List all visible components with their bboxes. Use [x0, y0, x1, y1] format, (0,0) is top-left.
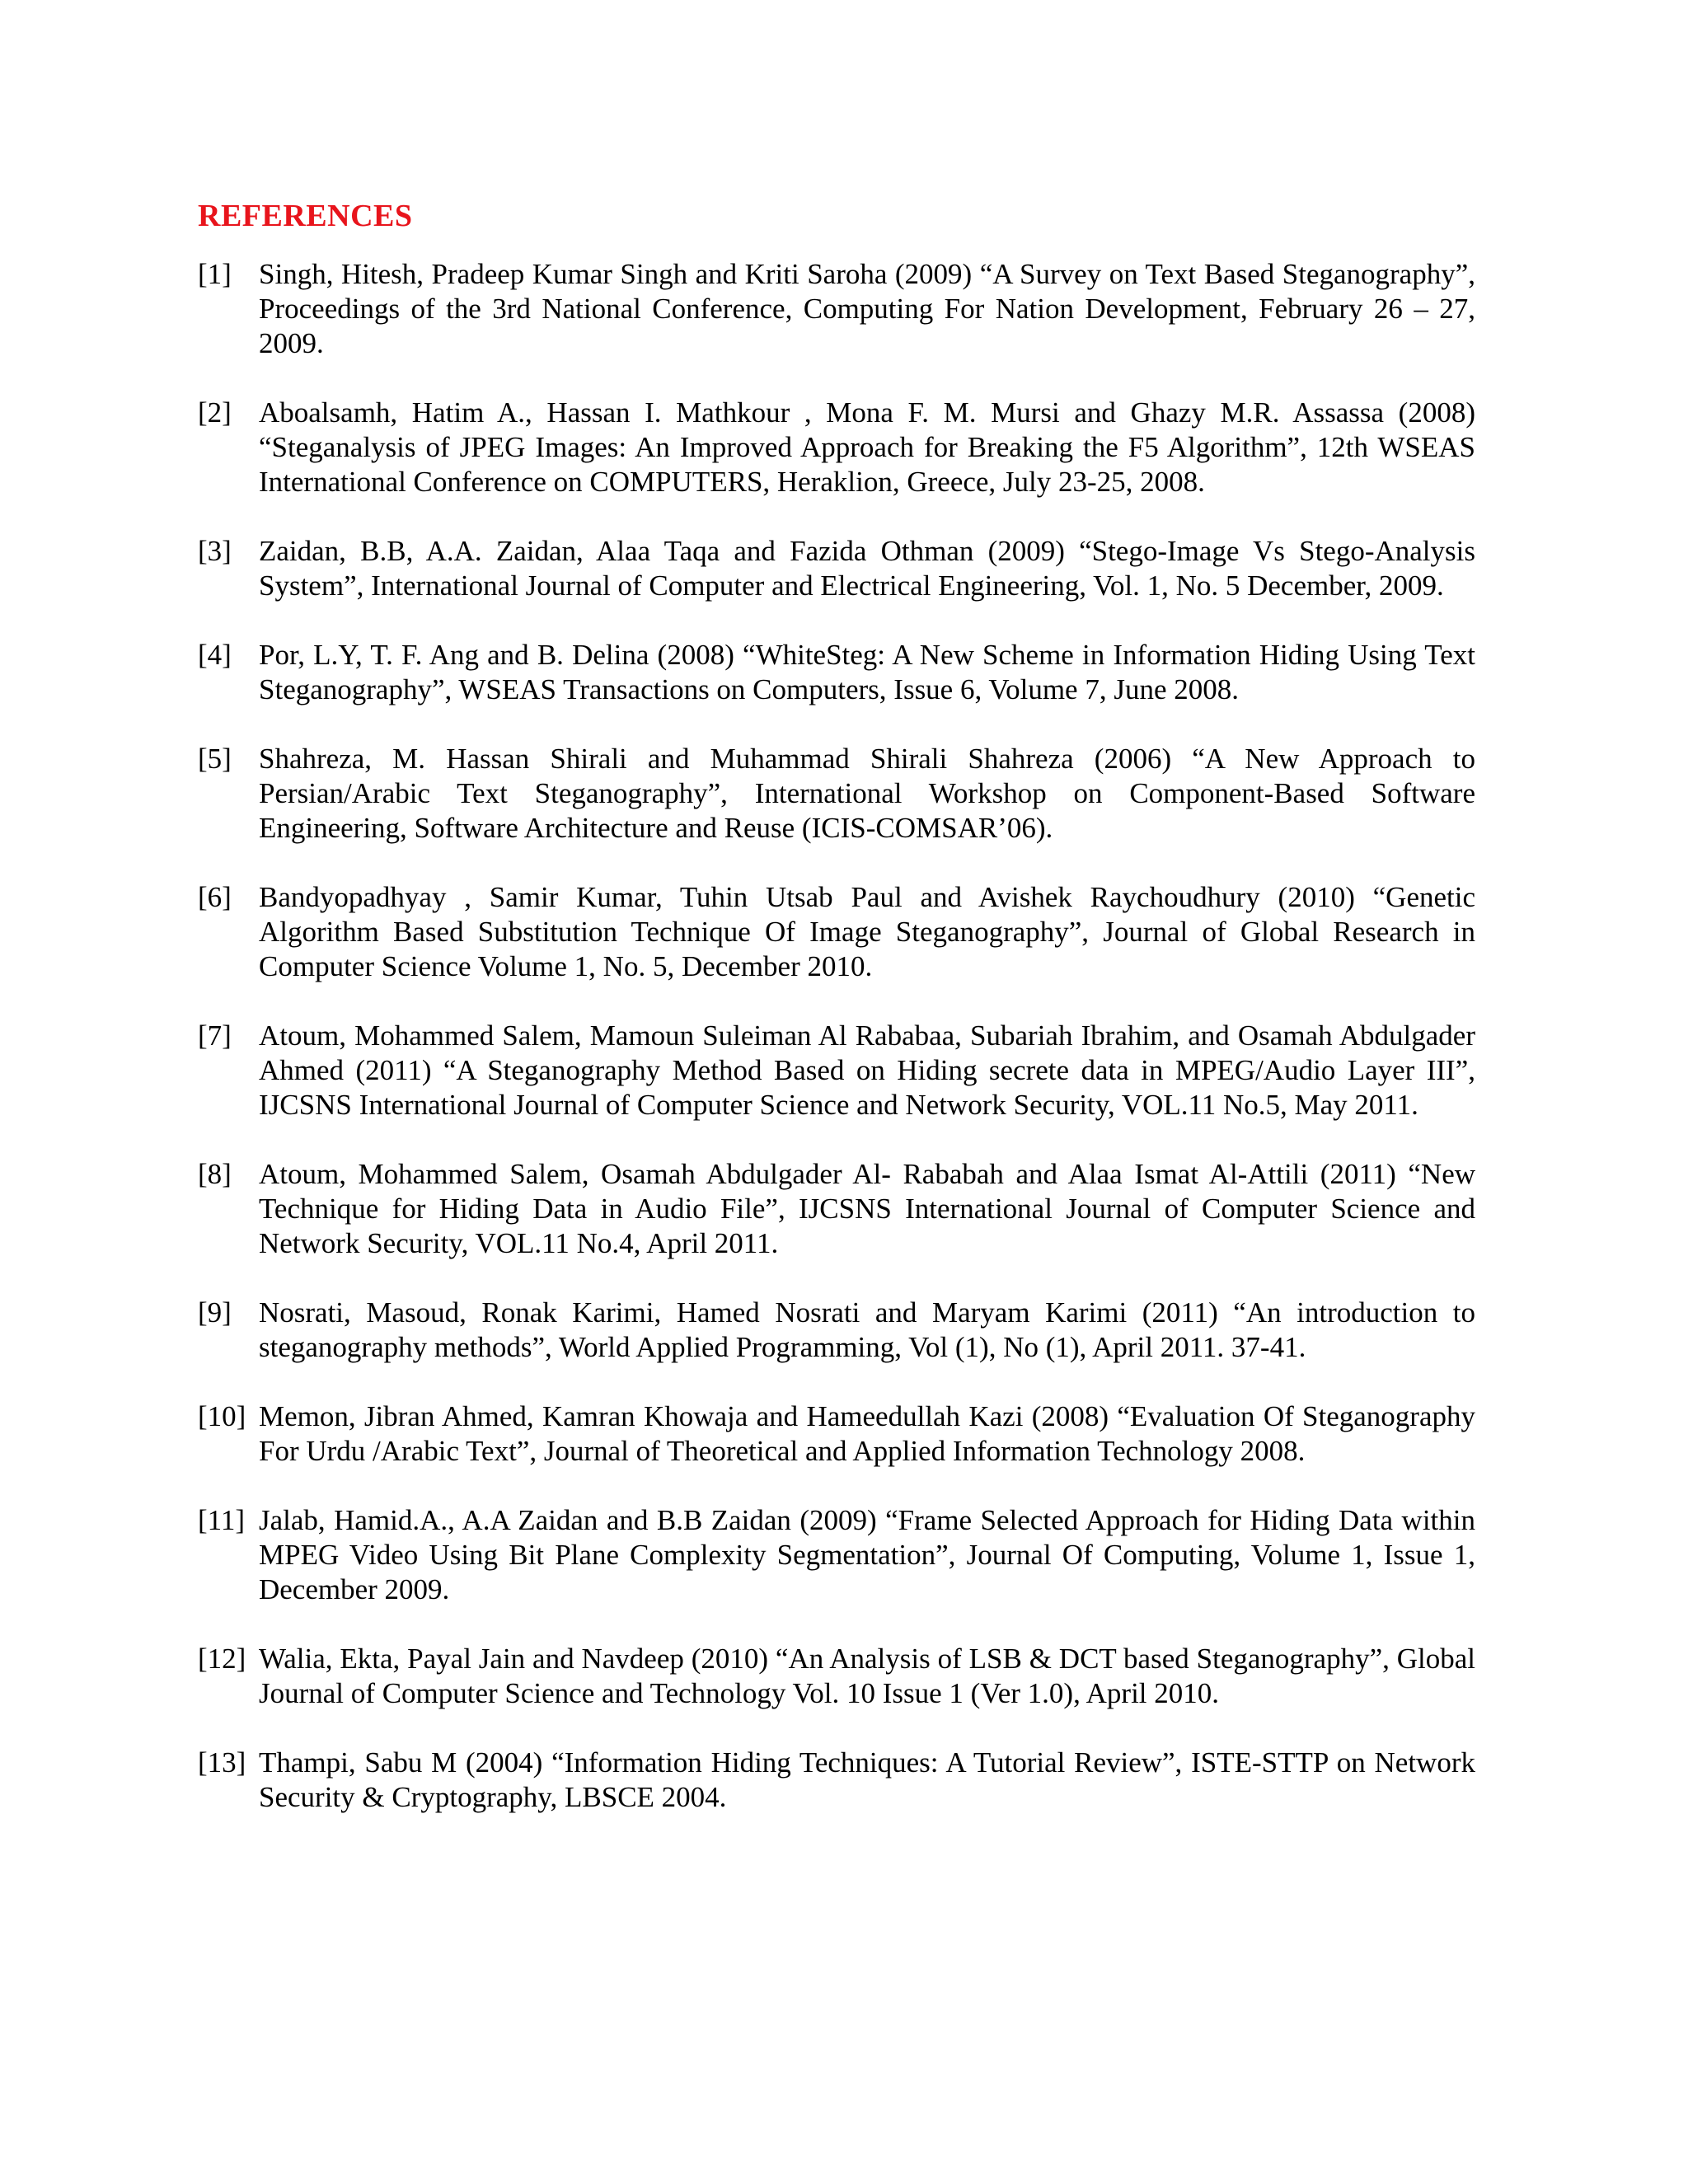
reference-item-10: [198, 1399, 1475, 1469]
reference-text: Thampi, Sabu M (2004) “Information Hiding Techniques: A Tutorial Review”, ISTE-STTP on Network Security & Cryptography, LBSCE 2004.: [259, 1746, 1475, 1813]
reference-text: Memon, Jibran Ahmed, Kamran Khowaja and Hameedullah Kazi (2008) “Evaluation Of Steganography For Urdu /Arabic Text”, Journal of Theoretical and Applied Information Technology 2008.: [259, 1400, 1475, 1467]
reference-number: [3]: [198, 535, 232, 567]
reference-list: [198, 257, 1475, 1815]
reference-text: Bandyopadhyay , Samir Kumar, Tuhin Utsab Paul and Avishek Raychoudhury (2010) “Genetic Algorithm Based Substitution Technique Of Image Steganography”, Journal of Global Research in Computer Science Volume 1, No. 5, December 2010.: [259, 881, 1475, 982]
reference-item-11: [198, 1503, 1475, 1607]
reference-item-6: [198, 880, 1475, 984]
reference-item-1: [198, 257, 1475, 361]
reference-number: [10]: [198, 1400, 246, 1432]
reference-item-9: [198, 1296, 1475, 1365]
reference-number: [8]: [198, 1158, 232, 1190]
reference-item-13: [198, 1746, 1475, 1815]
reference-text: Por, L.Y, T. F. Ang and B. Delina (2008) “WhiteSteg: A New Scheme in Information Hiding Using Text Steganography”, WSEAS Transactions on Computers, Issue 6, Volume 7, June 2008.: [259, 639, 1475, 705]
reference-item-5: [198, 742, 1475, 846]
reference-text: Aboalsamh, Hatim A., Hassan I. Mathkour , Mona F. M. Mursi and Ghazy M.R. Assassa (2008) “Steganalysis of JPEG Images: An Improved Approach for Breaking the F5 Algorithm”, 12th WSEAS International Conference on COMPUTERS, Heraklion, Greece, July 23-25, 2008.: [259, 396, 1475, 498]
reference-item-8: [198, 1157, 1475, 1261]
document-page: [198, 196, 1475, 1849]
reference-number: [6]: [198, 881, 232, 913]
reference-text: Zaidan, B.B, A.A. Zaidan, Alaa Taqa and Fazida Othman (2009) “Stego-Image Vs Stego-Analysis System”, International Journal of Computer and Electrical Engineering, Vol. 1, No. 5 December, 2009.: [259, 535, 1475, 602]
reference-number: [1]: [198, 258, 232, 290]
reference-text: Walia, Ekta, Payal Jain and Navdeep (2010) “An Analysis of LSB & DCT based Steganography”, Global Journal of Computer Science and Technology Vol. 10 Issue 1 (Ver 1.0), April 2010.: [259, 1643, 1475, 1709]
reference-item-7: [198, 1019, 1475, 1122]
reference-text: Jalab, Hamid.A., A.A Zaidan and B.B Zaidan (2009) “Frame Selected Approach for Hiding Data within MPEG Video Using Bit Plane Complexity Segmentation”, Journal Of Computing, Volume 1, Issue 1, December 2009.: [259, 1504, 1475, 1605]
reference-text: Shahreza, M. Hassan Shirali and Muhammad Shirali Shahreza (2006) “A New Approach to Persian/Arabic Text Steganography”, International Workshop on Component-Based Software Engineering, Software Architecture and Reuse (ICIS-COMSAR’06).: [259, 743, 1475, 844]
reference-number: [2]: [198, 396, 232, 429]
reference-number: [9]: [198, 1296, 232, 1329]
reference-number: [12]: [198, 1643, 246, 1675]
reference-number: [7]: [198, 1019, 232, 1052]
reference-text: Singh, Hitesh, Pradeep Kumar Singh and Kriti Saroha (2009) “A Survey on Text Based Steganography”, Proceedings of the 3rd National Conference, Computing For Nation Development, February 26 – 27, 2009.: [259, 258, 1475, 359]
reference-text: Atoum, Mohammed Salem, Osamah Abdulgader Al- Rababah and Alaa Ismat Al-Attili (2011) “New Technique for Hiding Data in Audio File”, IJCSNS International Journal of Computer Science and Network Security, VOL.11 No.4, April 2011.: [259, 1158, 1475, 1259]
reference-item-12: [198, 1642, 1475, 1711]
reference-number: [13]: [198, 1746, 246, 1779]
reference-text: Atoum, Mohammed Salem, Mamoun Suleiman Al Rababaa, Subariah Ibrahim, and Osamah Abdulgader Ahmed (2011) “A Steganography Method Based on Hiding secrete data in MPEG/Audio Layer III”, IJCSNS International Journal of Computer Science and Network Security, VOL.11 No.5, May 2011.: [259, 1019, 1475, 1121]
reference-number: [5]: [198, 743, 232, 775]
reference-item-4: [198, 638, 1475, 707]
reference-item-3: [198, 534, 1475, 603]
reference-number: [4]: [198, 639, 232, 671]
reference-text: Nosrati, Masoud, Ronak Karimi, Hamed Nosrati and Maryam Karimi (2011) “An introduction to steganography methods”, World Applied Programming, Vol (1), No (1), April 2011. 37-41.: [259, 1296, 1475, 1363]
reference-number: [11]: [198, 1504, 246, 1536]
references-heading: REFERENCES: [198, 199, 413, 233]
reference-item-2: [198, 396, 1475, 499]
